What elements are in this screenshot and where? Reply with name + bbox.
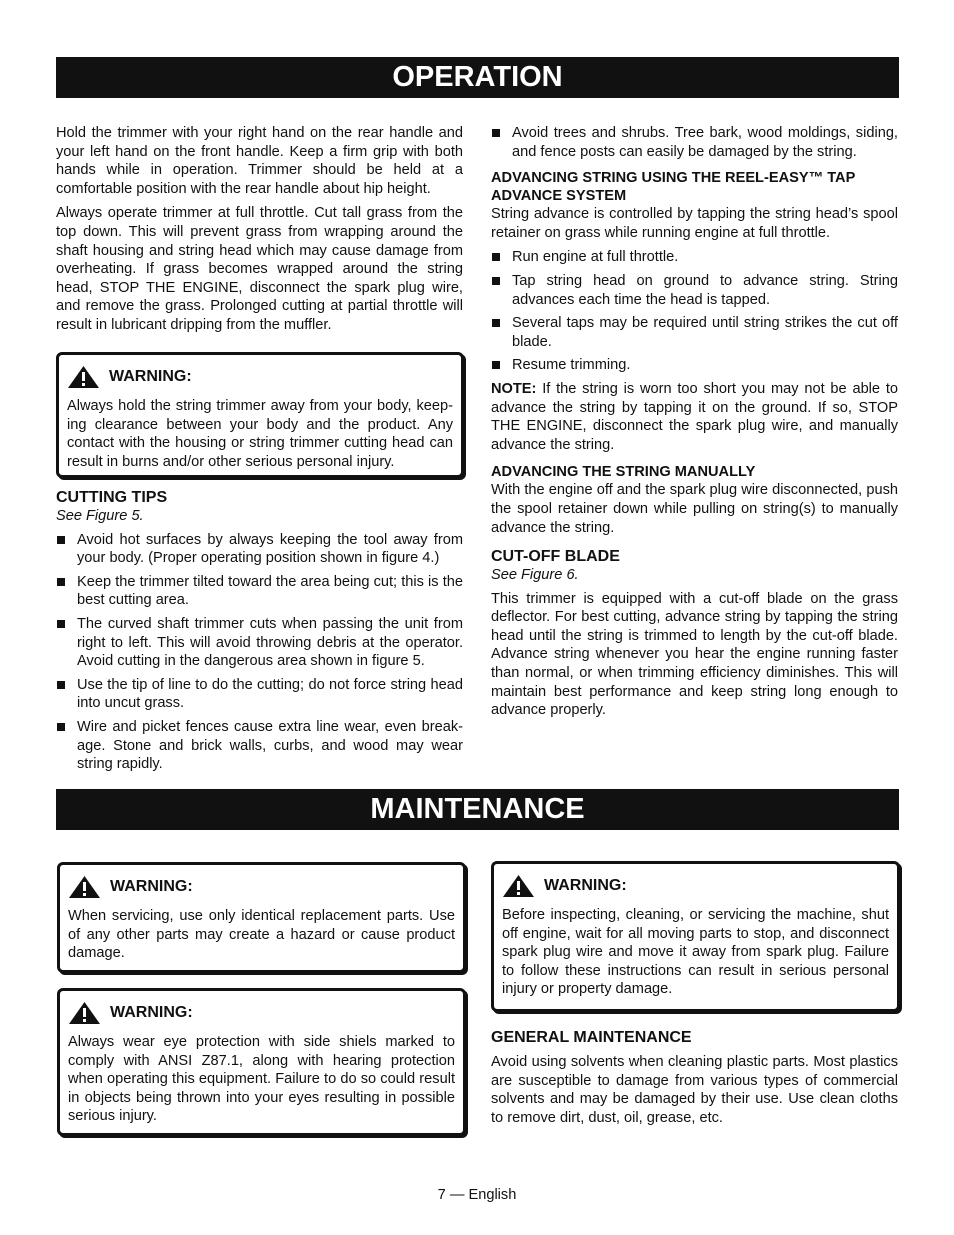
list-item: Keep the trimmer tilted toward the area being cut; this is the best cutting area. <box>56 573 463 610</box>
cutoff-figure-ref: See Figure 6. <box>491 567 579 584</box>
warning-triangle-icon <box>68 1001 101 1025</box>
warning-text: Before inspecting, cleaning, or servicing the machine, shut off engine, wait for all moving parts to stop, and disconnect spark plug wire and move it away from spark plug. Failure to follow these instructions can result in serious personal injury or property damage. <box>502 907 889 998</box>
list-item: Wire and picket fences cause extra line wear, even break-age. Stone and brick walls, curbs, and wood may wear string rapidly. <box>56 718 463 774</box>
cutting-tips-list-continued <box>491 124 898 161</box>
warning-triangle-icon <box>502 874 535 898</box>
page-footer: 7 — English <box>437 1187 517 1203</box>
cutting-tips-figure-ref: See Figure 5. <box>56 508 144 524</box>
list-item: Run engine at full throttle. <box>491 248 898 267</box>
warning-box-replacement-parts <box>57 862 466 973</box>
note-label: NOTE: <box>491 380 537 397</box>
warning-box-eye-protection <box>57 988 466 1136</box>
reel-easy-text: String advance is controlled by tapping the string head’s spool retainer on grass while running engine at full throttle. <box>491 206 898 241</box>
list-item: Resume trimming. <box>491 356 898 375</box>
list-item: Avoid hot surfaces by always keeping the tool away from your body. (Proper operating position shown in figure 4.) <box>56 531 463 568</box>
warning-box-before-servicing <box>491 861 900 1012</box>
cutting-tips-section <box>56 488 463 779</box>
operation-banner: OPERATION <box>56 57 899 98</box>
operation-right-column <box>491 124 898 726</box>
general-maintenance-heading: GENERAL MAINTENANCE <box>491 1029 692 1046</box>
warning-triangle-icon <box>67 365 100 389</box>
reel-easy-note <box>491 380 898 454</box>
intro-paragraph-1: Hold the trimmer with your right hand on the rear handle and your left hand on the front handle. Keep a firm grip with both hands while in operation. Trimmer should be held at a comfortable position with the rear handle about hip height. <box>56 125 463 197</box>
manual-advance-text: With the engine off and the spark plug wire disconnected, push the spool retainer down while pulling on string(s) to manually advance the string. <box>491 482 898 536</box>
manual-advance-heading: ADVANCING THE STRING MANUALLY <box>491 464 756 481</box>
reel-easy-heading: ADVANCING STRING USING THE REEL-EASY™ TAP ADVANCE SYSTEM <box>491 170 856 205</box>
warning-triangle-icon <box>68 875 101 899</box>
warning-text: Always hold the string trimmer away from your body, keep-ing clearance between your body and the product. Any contact with the housing or string trimmer cutting head can result in burns and/or other serious personal injury. <box>67 398 453 470</box>
reel-easy-list <box>491 248 898 375</box>
warning-label: WARNING: <box>109 367 192 385</box>
warning-label: WARNING: <box>544 876 627 894</box>
intro-paragraph-2: Always operate trimmer at full throttle. Cut tall grass from the top down. This will prevent grass from wrapping around the shaft housing and string head which may cause damage from overheating. If grass becomes wrapped around the string head, STOP THE ENGINE, disconnect the spark plug wire, and remove the grass. Prolonged cutting at partial throttle will result in lubricant dripping from the muffler. <box>56 205 463 333</box>
cutoff-blade-heading: CUT-OFF BLADE <box>491 548 620 566</box>
cutting-tips-list <box>56 531 463 774</box>
cutting-tips-heading: CUTTING TIPS <box>56 489 168 506</box>
warning-text: Always wear eye protection with side shiels marked to comply with ANSI Z87.1, along with hearing protection when operating this equipment. Failure to do so could result in objects being thrown into your eyes resulting in possible serious injury. <box>68 1034 455 1125</box>
cutoff-blade-text: This trimmer is equipped with a cut-off blade on the grass deflector. For best cutting, advance string by tapping the string head until the string is trimmed to length by the cut-off blade. Advance string whenever you hear the engine running faster than normal, or when trimming efficiency diminishes. This will maintain best performance and keep string long enough to advance properly. <box>491 590 898 719</box>
general-maintenance-section <box>491 1028 898 1133</box>
list-item: Use the tip of line to do the cutting; do not force string head into uncut grass. <box>56 676 463 713</box>
warning-label: WARNING: <box>110 877 193 895</box>
maintenance-banner: MAINTENANCE <box>56 789 899 830</box>
list-item: Avoid trees and shrubs. Tree bark, wood moldings, siding, and fence posts can easily be damaged by the string. <box>491 124 898 161</box>
operation-left-column <box>56 124 463 341</box>
list-item: Several taps may be required until string strikes the cut off blade. <box>491 314 898 351</box>
general-maintenance-text: Avoid using solvents when cleaning plastic parts. Most plastics are susceptible to damage from various types of commercial solvents and may be damaged by their use. Use clean cloths to remove dirt, dust, oil, grease, etc. <box>491 1054 898 1126</box>
list-item: Tap string head on ground to advance string. String advances each time the head is tapped. <box>491 272 898 309</box>
warning-box-hot-surfaces <box>56 352 464 478</box>
warning-text: When servicing, use only identical replacement parts. Use of any other parts may create a hazard or cause product damage. <box>68 908 455 962</box>
list-item: The curved shaft trimmer cuts when passing the unit from right to left. This will avoid throwing debris at the operator. Avoid cutting in the dangerous area shown in figure 5. <box>56 615 463 671</box>
warning-label: WARNING: <box>110 1003 193 1021</box>
note-text: If the string is worn too short you may not be able to advance the string by tapping it on the ground. If so, STOP THE ENGINE, disconnect the spark plug wire, and manually advance the string. <box>491 380 898 453</box>
